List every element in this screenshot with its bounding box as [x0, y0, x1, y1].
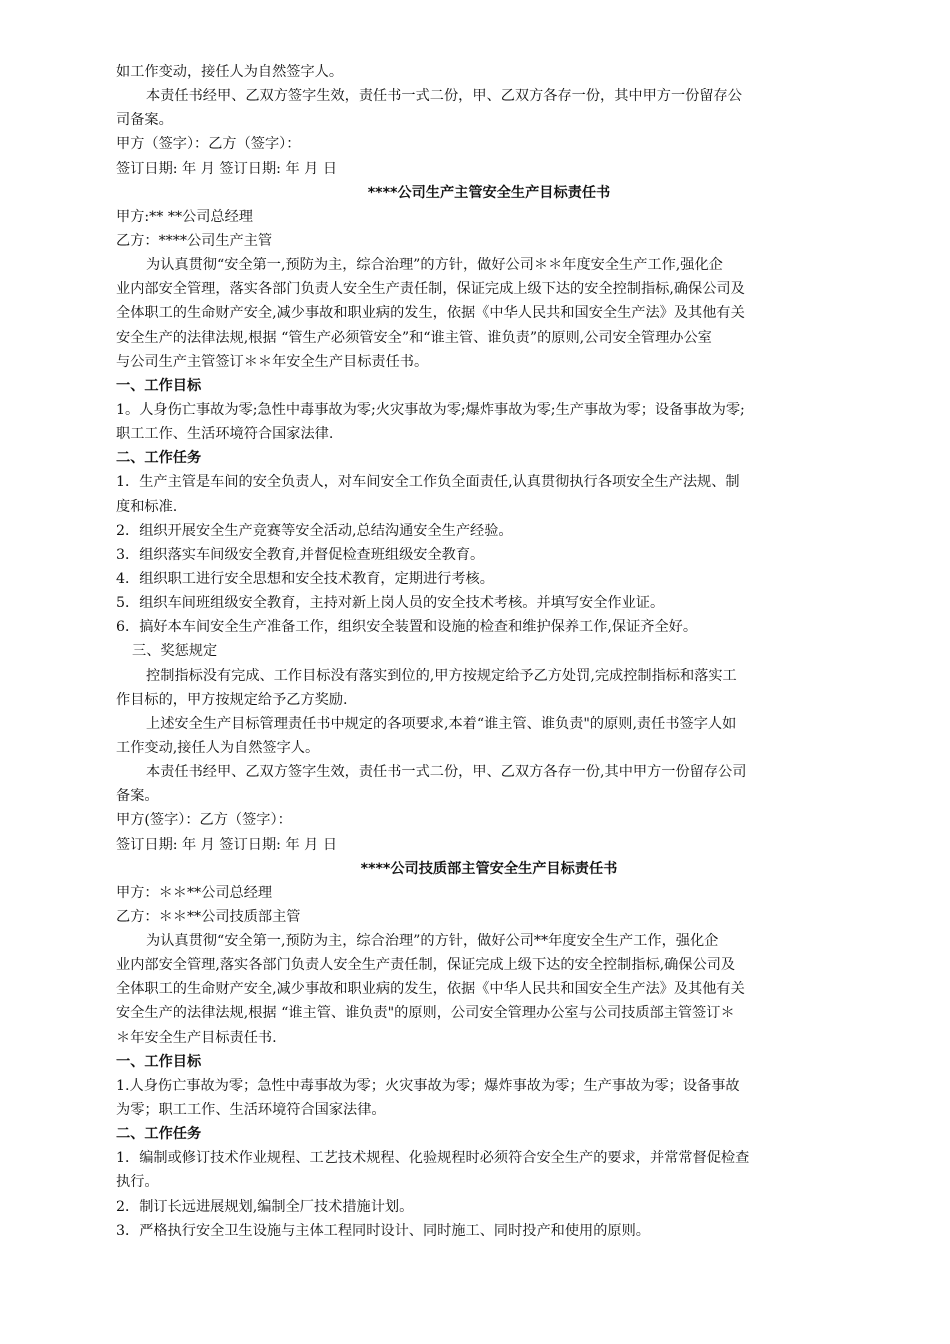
paragraph-line: 全体职工的生命财产安全,减少事故和职业病的发生，依据《中华人民共和国安全生产法》及其他有关 [116, 305, 745, 322]
paragraph-line: 1．生产主管是车间的安全负责人，对车间安全工作负全面责任,认真贯彻执行各项安全生产法规、制 [116, 474, 740, 491]
paragraph-line: 业内部安全管理,落实各部门负责人安全生产责任制，保证完成上级下达的安全控制指标,确保公司及 [116, 957, 736, 974]
paragraph-line: 乙方：＊＊**公司技质部主管 [116, 908, 301, 925]
paragraph-line: 执行。 [116, 1174, 159, 1191]
paragraph-line: 作目标的，甲方按规定给予乙方奖励. [116, 691, 348, 708]
paragraph-line: 本责任书经甲、乙双方签字生效，责任书一式二份，甲、乙双方各存一份，其中甲方一份留存公 [146, 88, 742, 105]
paragraph-line: 2．制订长远进展规划,编制全厂技术措施计划。 [116, 1198, 414, 1215]
paragraph-line: 签订日期: 年 月 签订日期: 年 月 日 [116, 836, 338, 853]
paragraph-line: 职工工作、生活环境符合国家法律. [116, 426, 334, 443]
section-heading: 一、工作目标 [116, 1053, 202, 1070]
paragraph-line: 1。人身伤亡事故为零;急性中毒事故为零;火灾事故为零;爆炸事故为零;生产事故为零；设备事故为零; [116, 401, 745, 418]
paragraph-line: 全体职工的生命财产安全,减少事故和职业病的发生，依据《中华人民共和国安全生产法》及其他有关 [116, 981, 745, 998]
paragraph-line: 4．组织职工进行安全思想和安全技术教育，定期进行考核。 [116, 570, 494, 587]
section-heading: 三、奖惩规定 [132, 643, 218, 660]
paragraph-line: 3．组织落实车间级安全教育,并督促检查班组级安全教育。 [116, 546, 485, 563]
paragraph-line: 为认真贯彻“安全第一,预防为主，综合治理”的方针，做好公司**年度安全生产工作，强化企 [146, 933, 719, 950]
document-title: ****公司生产主管安全生产目标责任书 [367, 184, 611, 201]
paragraph-line: 甲方(签字）：乙方（签字）： [116, 812, 292, 829]
paragraph-line: 1．编制或修订技术作业规程、工艺技术规程、化验规程时必须符合安全生产的要求，并常常督促检查 [116, 1150, 750, 1167]
paragraph-line: 6．搞好本车间安全生产准备工作，组织安全装置和设施的检查和维护保养工作,保证齐全好。 [116, 619, 698, 636]
document-title: ****公司技质部主管安全生产目标责任书 [360, 860, 618, 877]
paragraph-line: 控制指标没有完成、工作目标没有落实到位的,甲方按规定给予乙方处罚,完成控制指标和落实工 [146, 667, 737, 684]
paragraph-line: 乙方：****公司生产主管 [116, 232, 273, 249]
paragraph-line: 为认真贯彻“安全第一,预防为主，综合治理”的方针，做好公司＊＊年度安全生产工作,强化企 [146, 257, 723, 274]
paragraph-line: ＊年安全生产目标责任书. [116, 1029, 277, 1046]
paragraph-line: 备案。 [116, 788, 159, 805]
paragraph-line: 2．组织开展安全生产竞赛等安全活动,总结沟通安全生产经验。 [116, 522, 513, 539]
paragraph-line: 与公司生产主管签订＊＊年安全生产目标责任书。 [116, 353, 429, 370]
paragraph-line: 工作变动,接任人为自然签字人。 [116, 739, 320, 756]
paragraph-line: 本责任书经甲、乙双方签字生效，责任书一式二份，甲、乙双方各存一份,其中甲方一份留存公司 [146, 764, 747, 781]
section-heading: 二、工作任务 [116, 450, 202, 467]
paragraph-line: 签订日期: 年 月 签订日期: 年 月 日 [116, 160, 338, 177]
paragraph-line: 度和标准. [116, 498, 178, 515]
paragraph-line: 3．严格执行安全卫生设施与主体工程同时设计、同时施工、同时投产和使用的原则。 [116, 1222, 650, 1239]
paragraph-line: 如工作变动，接任人为自然签字人。 [116, 64, 344, 80]
paragraph-line: 甲方：＊＊**公司总经理 [116, 884, 273, 901]
paragraph-line: 5．组织车间班组级安全教育，主持对新上岗人员的安全技术考核。并填写安全作业证。 [116, 595, 665, 612]
section-heading: 一、工作目标 [116, 377, 202, 394]
section-heading: 二、工作任务 [116, 1126, 202, 1143]
paragraph-line: 1.人身伤亡事故为零；急性中毒事故为零；火灾事故为零；爆炸事故为零；生产事故为零；设备事故 [116, 1077, 740, 1094]
paragraph-line: 甲方（签字）：乙方（签字）： [116, 136, 301, 153]
paragraph-line: 甲方:** **公司总经理 [116, 208, 253, 225]
paragraph-line: 业内部安全管理，落实各部门负责人安全生产责任制，保证完成上级下达的安全控制指标,确保公司及 [116, 281, 745, 298]
paragraph-line: 司备案。 [116, 112, 173, 129]
paragraph-line: 安全生产的法律法规,根据 “管生产必须管安全”和“谁主管、谁负责”的原则,公司安全管理办公室 [116, 329, 712, 346]
paragraph-line: 为零；职工工作、生活环境符合国家法律。 [116, 1102, 386, 1119]
paragraph-line: 安全生产的法律法规,根据 “谁主管、谁负责"的原则，公司安全管理办公室与公司技质部主管签订＊ [116, 1005, 735, 1022]
paragraph-line: 上述安全生产目标管理责任书中规定的各项要求,本着“谁主管、谁负责"的原则,责任书签字人如 [146, 715, 737, 732]
